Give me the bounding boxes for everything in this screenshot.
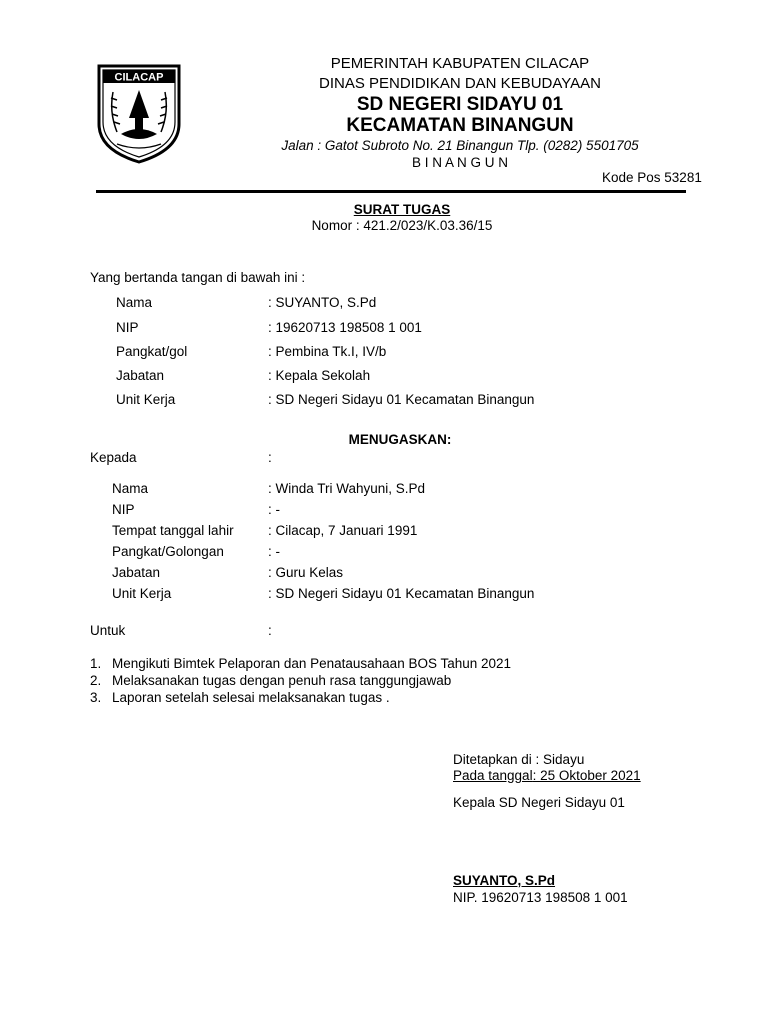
signer-value: : Kepala Sekolah [268,368,371,383]
signer-value: : SUYANTO, S.Pd [268,295,377,310]
signer-label: Pangkat/gol [116,344,188,359]
signer-label: Jabatan [116,368,165,383]
letterhead-divider [96,190,686,193]
letterhead-line2: DINAS PENDIDIKAN DAN KEBUDAYAAN [318,75,601,92]
assignee-label: Pangkat/Golongan [112,544,224,559]
signer-value: : SD Negeri Sidayu 01 Kecamatan Binangun [268,392,535,407]
regency-logo [95,62,183,164]
task-number: 1. [90,656,102,671]
letterhead-line1: PEMERINTAH KABUPATEN CILACAP [330,55,590,72]
logo-text: CILACAP [114,71,164,84]
intro-text: Yang bertanda tangan di bawah ini : [90,270,306,285]
issued-date-label: Pada tanggal [453,768,533,783]
assignee-value: : SD Negeri Sidayu 01 Kecamatan Binangun [268,586,535,601]
assignee-value: : - [268,502,280,517]
assignee-label: NIP [112,502,135,517]
assignee-label: Tempat tanggal lahir [112,523,234,538]
postal-code: Kode Pos 53281 [602,170,702,185]
school-name: SD NEGERI SIDAYU 01 [356,94,564,115]
untuk-label: Untuk [90,623,126,638]
assignee-value: : Guru Kelas [268,565,344,580]
task-text: Laporan setelah selesai melaksanakan tugas . [112,690,390,705]
assign-heading: MENUGASKAN: [348,432,452,447]
issued-date [453,768,641,783]
signer-position: Kepala SD Negeri Sidayu 01 [453,795,625,810]
signer-name: SUYANTO, S.Pd [453,873,556,888]
signer-label: NIP [116,320,139,335]
assignee-label: Unit Kerja [112,586,172,601]
signer-value: : Pembina Tk.I, IV/b [268,344,387,359]
issued-place: Ditetapkan di : Sidayu [453,752,585,767]
assignee-value: : Winda Tri Wahyuni, S.Pd [268,481,426,496]
letter-title: SURAT TUGAS [353,202,451,217]
signer-value: : 19620713 198508 1 001 [268,320,422,335]
district-name: KECAMATAN BINANGUN [346,115,574,136]
address: Jalan : Gatot Subroto No. 21 Binangun Tlp. (0282) 5501705 [281,138,639,153]
assignee-value: : Cilacap, 7 Januari 1991 [268,523,418,538]
kepada-colon: : [268,450,272,465]
kepada-label: Kepada [90,450,137,465]
issued-date-value: : 25 Oktober 2021 [532,768,641,783]
assignee-value: : - [268,544,280,559]
signer-nip: NIP. 19620713 198508 1 001 [453,890,628,905]
signer-label: Nama [116,295,153,310]
city: B I N A N G U N [411,155,509,170]
assignee-label: Jabatan [112,565,161,580]
task-number: 2. [90,673,102,688]
assignee-label: Nama [112,481,149,496]
task-text: Melaksanakan tugas dengan penuh rasa tanggungjawab [112,673,452,688]
letter-number: Nomor : 421.2/023/K.03.36/15 [311,218,493,233]
task-number: 3. [90,690,102,705]
untuk-colon: : [268,623,272,638]
task-text: Mengikuti Bimtek Pelaporan dan Penatausahaan BOS Tahun 2021 [112,656,512,671]
signer-label: Unit Kerja [116,392,176,407]
